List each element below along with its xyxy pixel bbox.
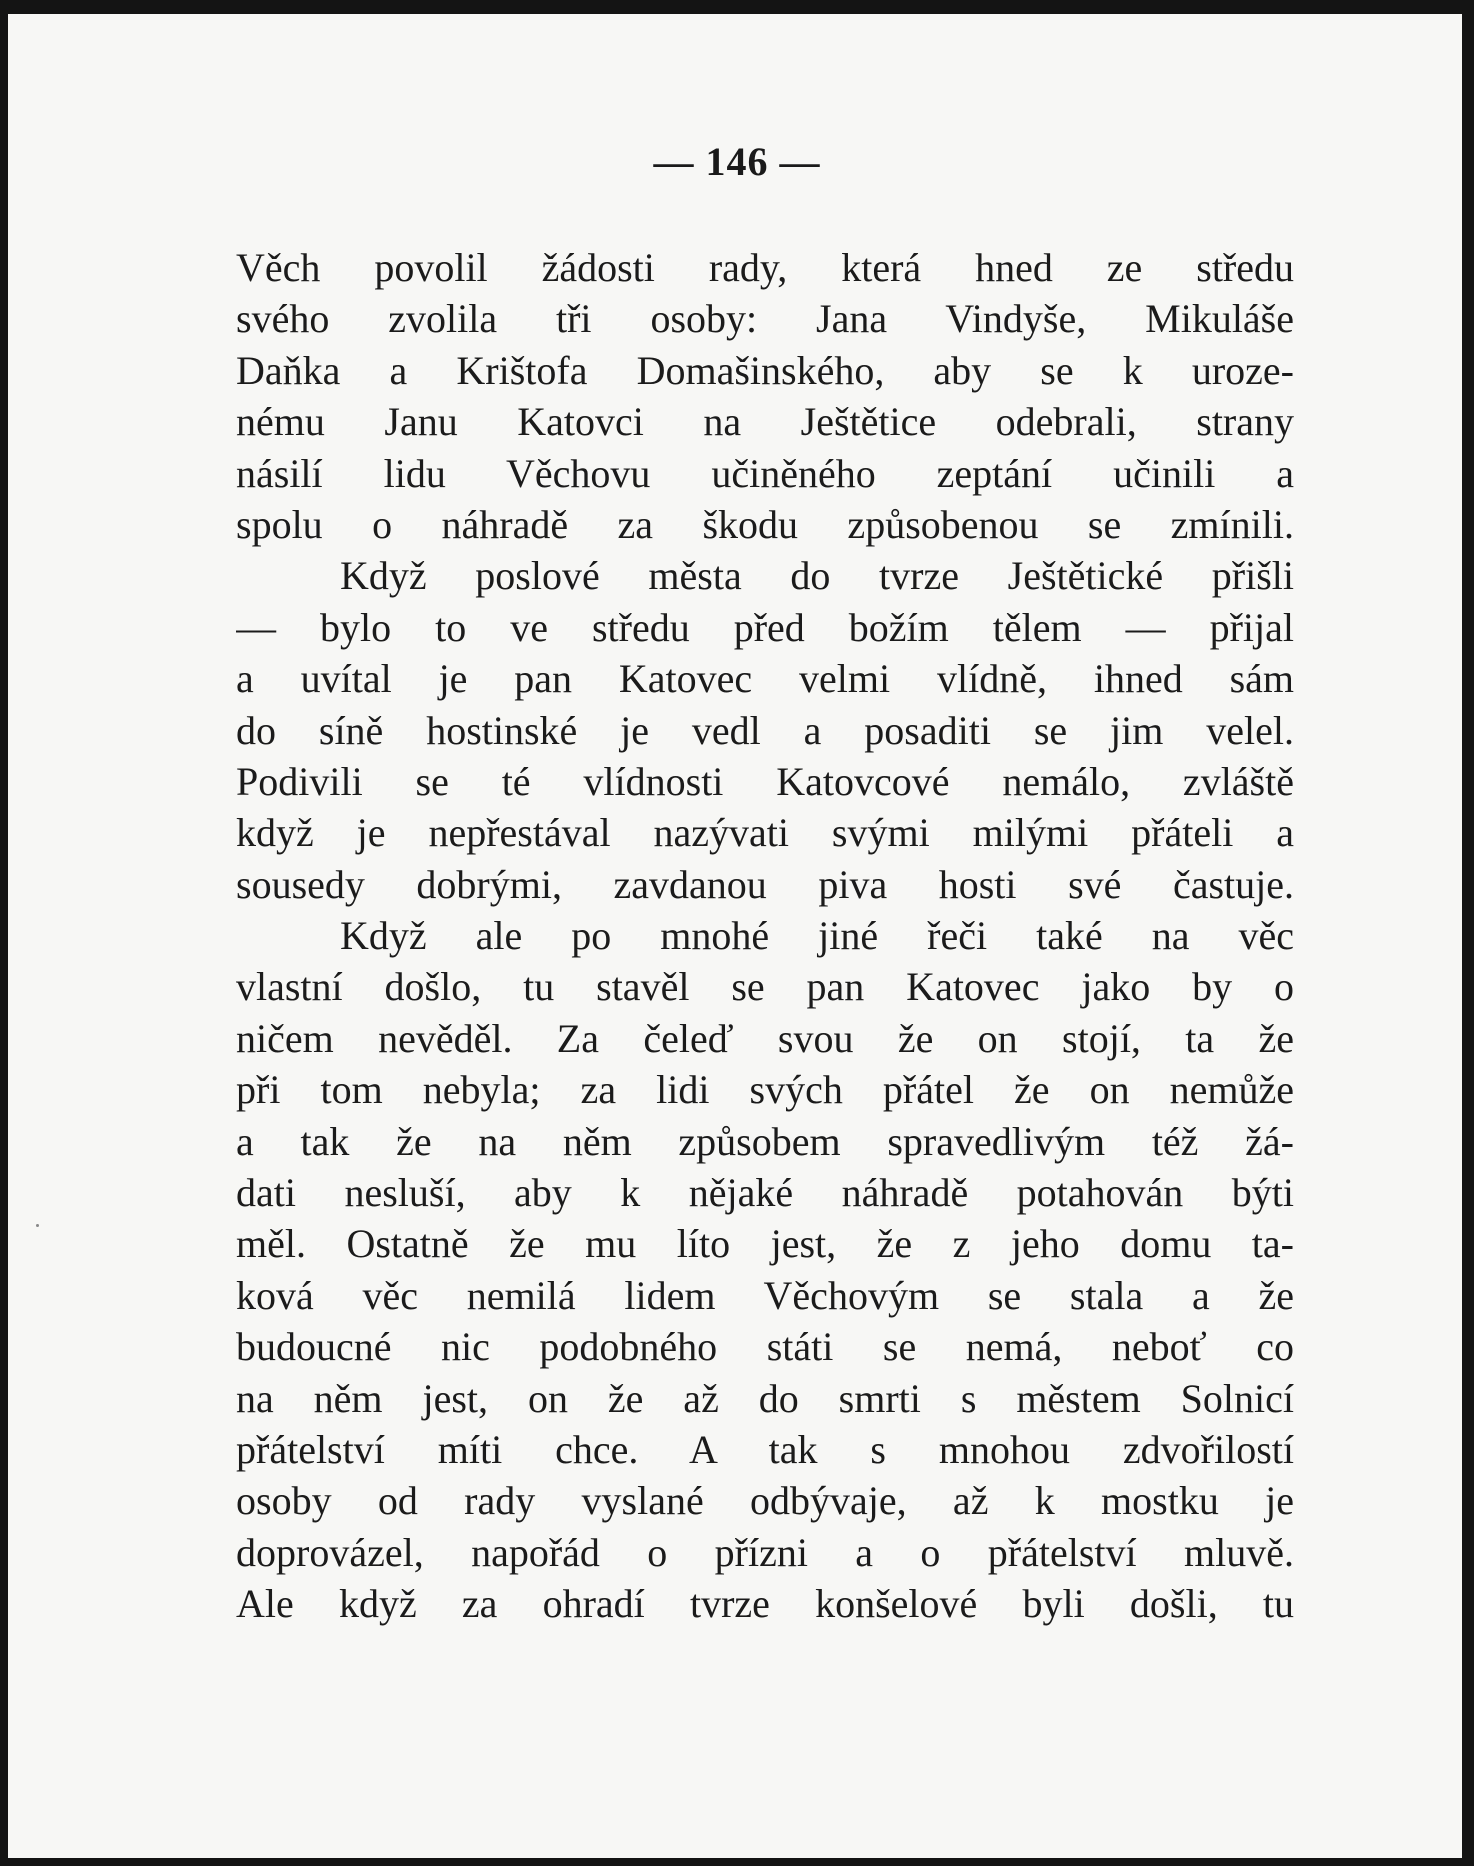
text-line: budoucné nic podobného státi se nemá, neboť co (236, 1324, 1294, 1370)
text-line: na něm jest, on že až do smrti s městem Solnicí (236, 1375, 1294, 1421)
text-line: — bylo to ve středu před božím tělem — přijal (236, 604, 1294, 650)
text-line: nému Janu Katovci na Ještětice odebrali, strany (236, 399, 1294, 445)
body-text (236, 242, 1294, 1630)
page-number: — 146 — (653, 139, 821, 184)
text-line: přátelství míti chce. A tak s mnohou zdvořilostí (236, 1426, 1294, 1472)
text-line: spolu o náhradě za škodu způsobenou se zmínili. (236, 501, 1294, 547)
text-line: ková věc nemilá lidem Věchovým se stala a že (236, 1272, 1294, 1318)
text-line: Když poslové města do tvrze Ještětické přišli (340, 553, 1294, 599)
page-edge (1442, 14, 1462, 1858)
text-line: vlastní došlo, tu stavěl se pan Katovec jako by o (236, 964, 1294, 1010)
text-line: Podivili se té vlídnosti Katovcové nemálo, zvláště (236, 758, 1294, 804)
text-line: Ale když za ohradí tvrze konšelové byli došli, tu (236, 1581, 1294, 1627)
text-line: dati nesluší, aby k nějaké náhradě potahován býti (236, 1170, 1294, 1216)
text-line: při tom nebyla; za lidi svých přátel že on nemůže (236, 1067, 1294, 1113)
text-line: osoby od rady vyslané odbývaje, až k mostku je (236, 1478, 1294, 1524)
text-line: násilí lidu Věchovu učiněného zeptání učinili a (236, 450, 1294, 496)
margin-speck (36, 1224, 39, 1227)
text-line: do síně hostinské je vedl a posaditi se jim velel. (236, 707, 1294, 753)
text-line: a uvítal je pan Katovec velmi vlídně, ihned sám (236, 656, 1294, 702)
text-line: a tak že na něm způsobem spravedlivým též žá- (236, 1118, 1294, 1164)
text-line: když je nepřestával nazývati svými milými přáteli a (236, 810, 1294, 856)
text-line: sousedy dobrými, zavdanou piva hosti své častuje. (236, 861, 1294, 907)
text-line: ničem nevěděl. Za čeleď svou že on stojí, ta že (236, 1015, 1294, 1061)
text-line: Věch povolil žádosti rady, která hned ze středu (236, 245, 1294, 290)
text-line: doprovázel, napořád o přízni a o přátelství mluvě. (236, 1529, 1294, 1575)
text-line: svého zvolila tři osoby: Jana Vindyše, Mikuláše (236, 296, 1294, 342)
text-line: Když ale po mnohé jiné řeči také na věc (340, 913, 1294, 959)
text-line: Daňka a Krištofa Domašinského, aby se k uroze- (236, 347, 1294, 393)
text-line: měl. Ostatně že mu líto jest, že z jeho domu ta- (236, 1221, 1294, 1267)
